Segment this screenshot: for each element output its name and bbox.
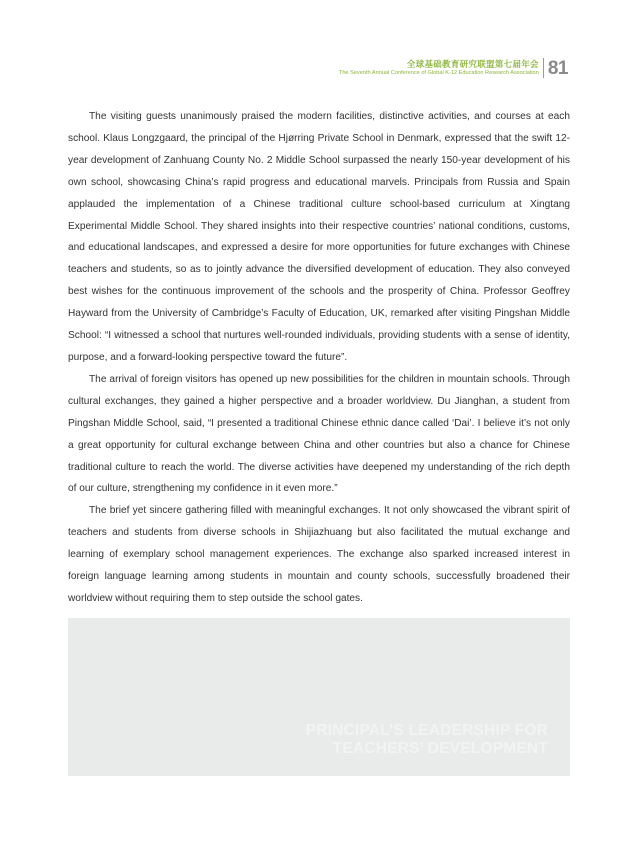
page-header: [339, 58, 568, 78]
image-placeholder-block: [68, 618, 570, 776]
watermark-line: PRINCIPAL’S LEADERSHIP FOR: [305, 722, 548, 739]
paragraph: The visiting guests unanimously praised the modern facilities, distinctive activities, and courses at each school. Klaus Longzgaard, the principal of the Hjørring Private School in Denmark, expressed that the swift 12-year development of Zanhuang County No. 2 Middle School surpassed the nearly 150-year development of his own school, showcasing China’s rapid progress and educational marvels. Principals from Russia and Spain applauded the implementation of a Chinese traditional culture school-based curriculum at Xingtang Experimental Middle School. They shared insights into their respective countries’ national conditions, customs, and educational landscapes, and expressed a desire for more opportunities for future exchanges with Chinese teachers and students, so as to jointly advance the diversified development of education. They also conveyed best wishes for the continuous improvement of the schools and the prosperity of China. Professor Geoffrey Hayward from the University of Cambridge’s Faculty of Education, UK, remarked after visiting Pingshan Middle School: “I witnessed a school that nurtures well-rounded individuals, providing students with a sense of identity, purpose, and a forward-looking perspective toward the future”.: [68, 111, 570, 363]
article-body: [68, 106, 570, 610]
page-number: 81: [547, 57, 568, 79]
paragraph: The brief yet sincere gathering filled with meaningful exchanges. It not only showcased the vibrant spirit of teachers and students from diverse schools in Shijiazhuang but also facilitated the mutual exchange and learning of exemplary school management experiences. The exchange also sparked increased interest in foreign language learning among students in mountain and county schools, successfully broadened their worldview without requiring them to step outside the school gates.: [68, 505, 570, 604]
conference-title-en: The Seventh Annual Conference of Global K-12 Education Research Association: [338, 70, 539, 77]
watermark-line: TEACHERS’ DEVELOPMENT: [332, 740, 548, 757]
conference-title-cn: 全球基础教育研究联盟第七届年会: [406, 58, 539, 69]
paragraph: The arrival of foreign visitors has opened up new possibilities for the children in mountain schools. Through cultural exchanges, they gained a higher perspective and a broader worldview. Du Jianghan, a student from Pingshan Middle School, said, “I presented a traditional Chinese ethnic dance called ‘Dai’. I believe it’s not only a great opportunity for cultural exchange between China and other countries but also a chance for Chinese traditional culture to reach the world. The diverse activities have deepened my understanding of the rich depth of our culture, strengthening my confidence in it even more.”: [68, 373, 570, 495]
header-divider: [543, 58, 544, 78]
section-watermark: [306, 722, 548, 758]
conference-title: [339, 60, 539, 76]
